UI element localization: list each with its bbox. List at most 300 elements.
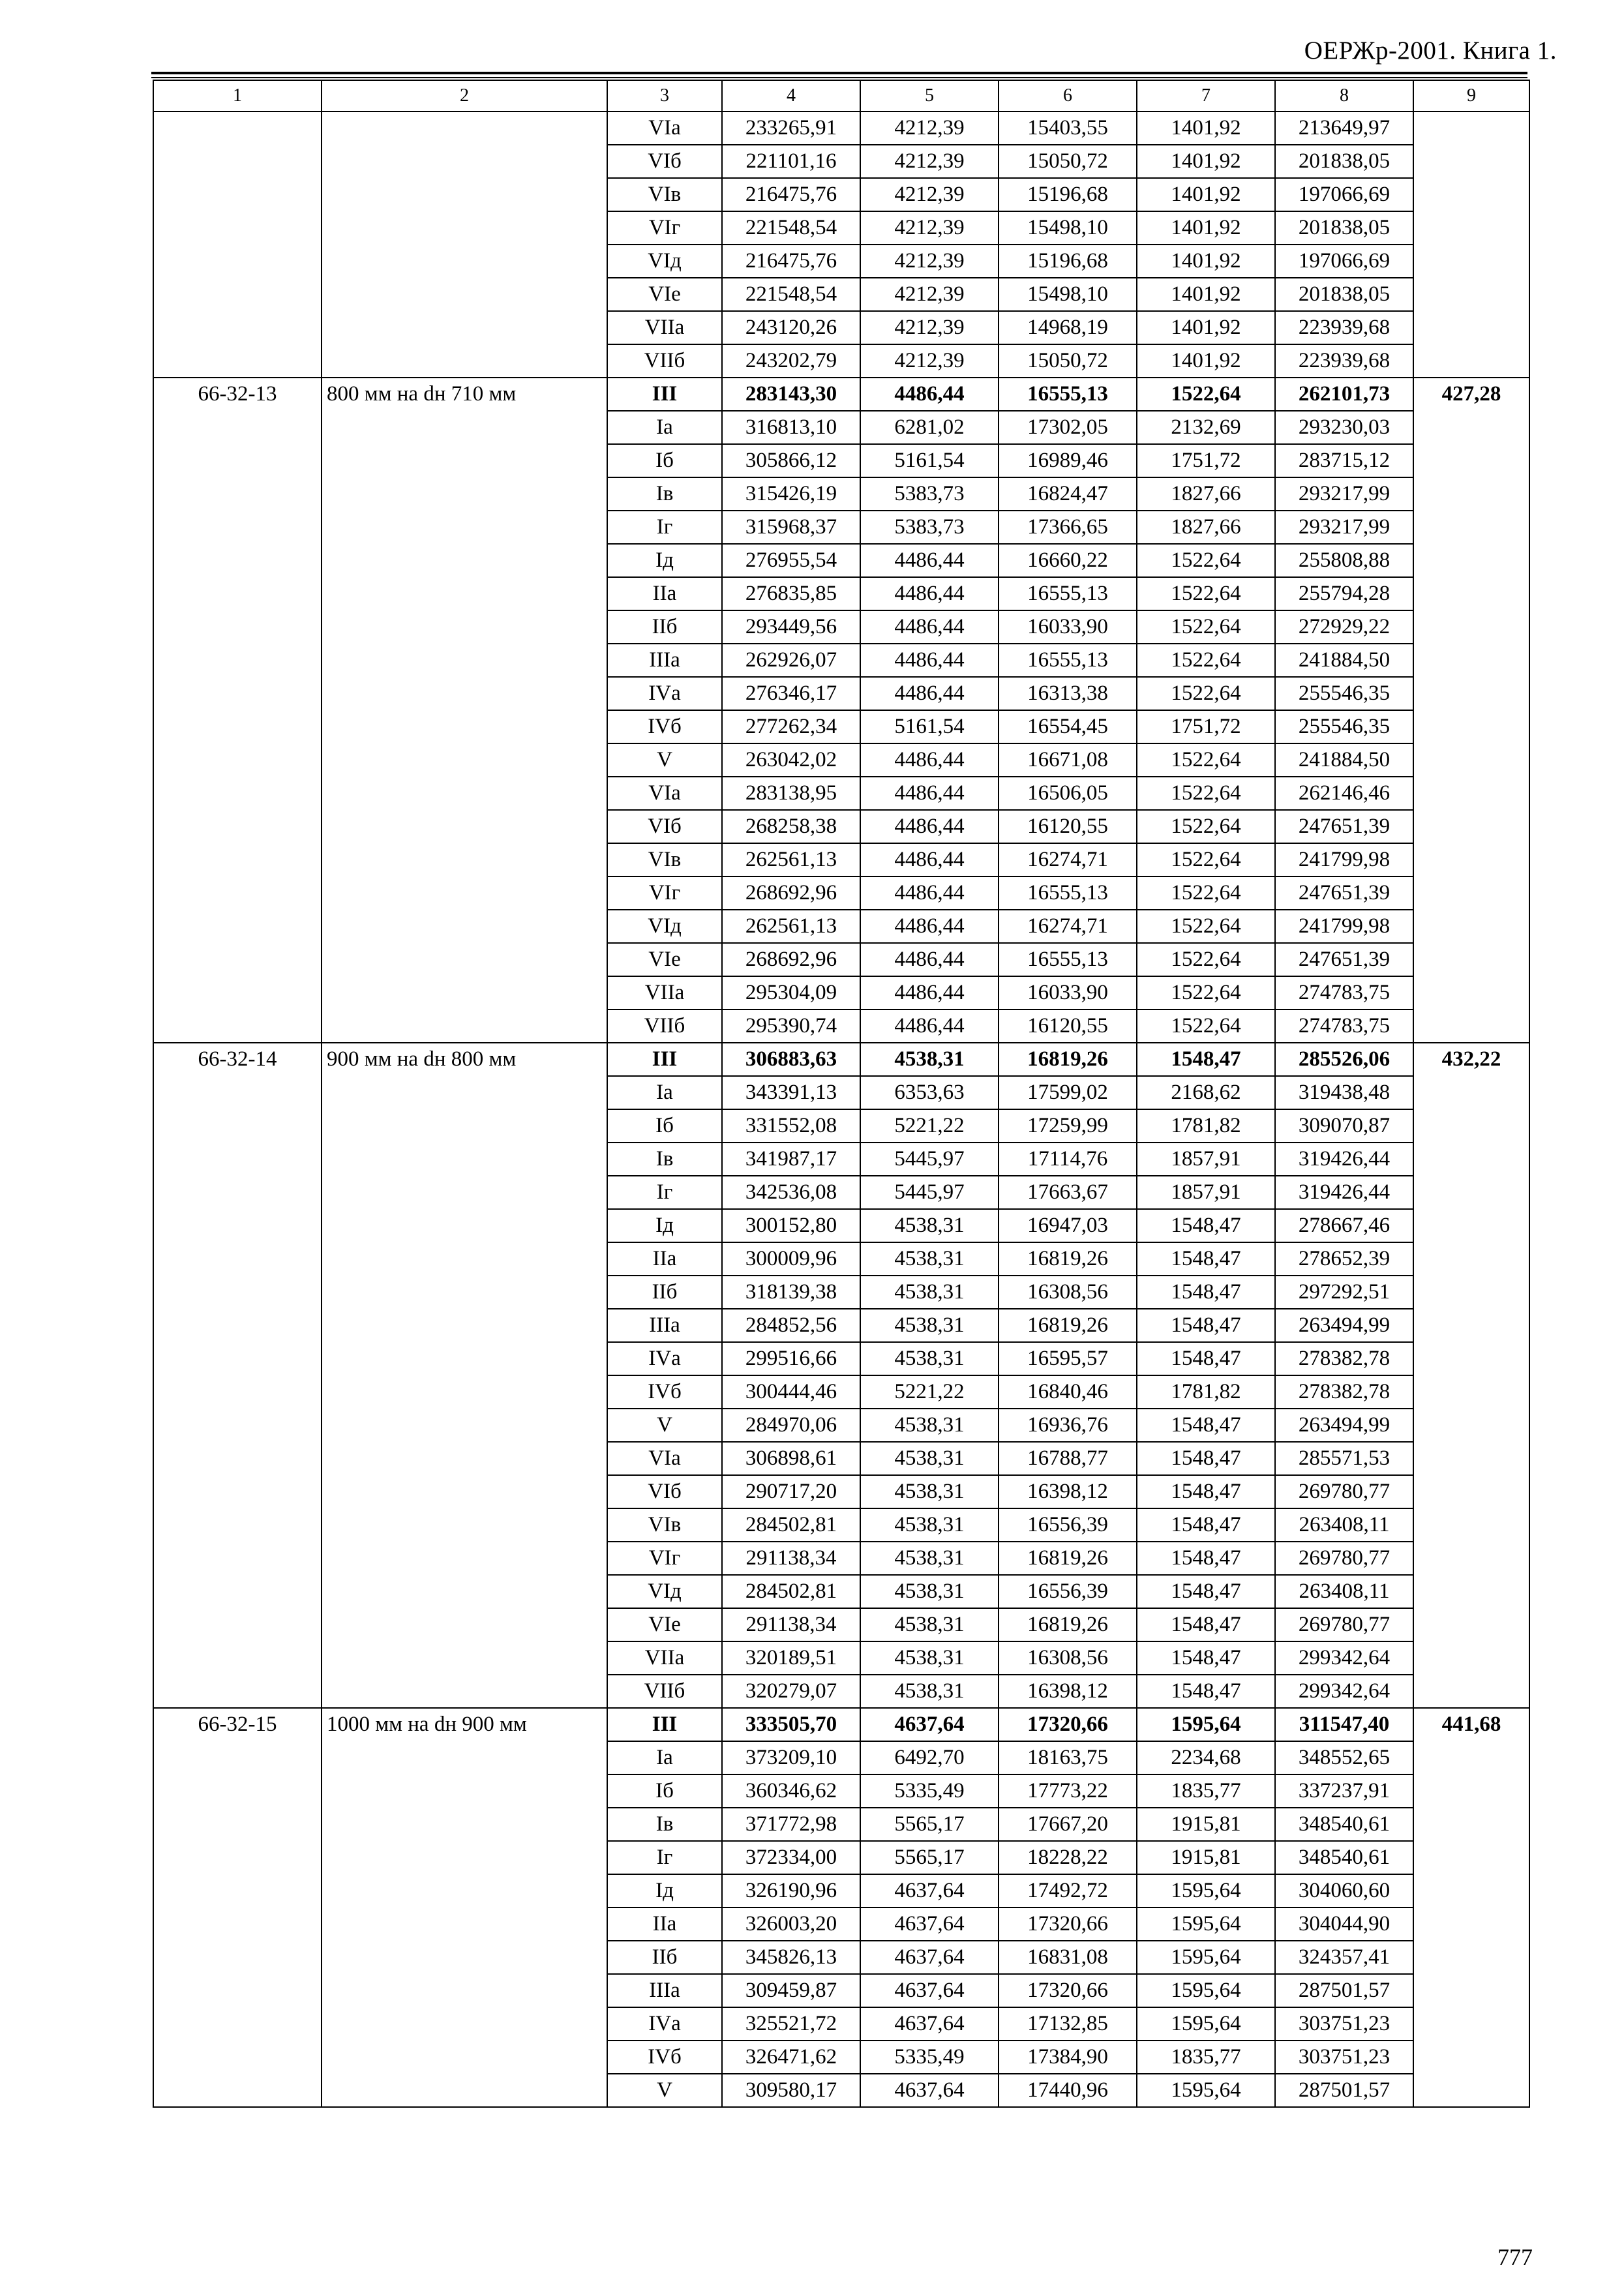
zone-code-cell: VIIб (607, 1010, 722, 1043)
price-cell: 372334,00 (722, 1841, 860, 1874)
price-cell: 5565,17 (860, 1808, 999, 1841)
price-cell: 306883,63 (722, 1043, 860, 1076)
price-cell: 16831,08 (999, 1941, 1137, 1974)
price-cell: 2234,68 (1137, 1741, 1275, 1774)
price-cell: 4486,44 (860, 810, 999, 843)
price-cell: 241799,98 (1275, 843, 1413, 876)
price-cell: 5383,73 (860, 477, 999, 511)
column-header: 6 (999, 80, 1137, 112)
price-cell: 1595,64 (1137, 1708, 1275, 1741)
price-cell: 360346,62 (722, 1774, 860, 1808)
price-cell: 4486,44 (860, 1010, 999, 1043)
price-cell: 15498,10 (999, 278, 1137, 311)
price-cell: 223939,68 (1275, 311, 1413, 344)
price-cell: 4538,31 (860, 1442, 999, 1475)
price-cell: 287501,57 (1275, 2074, 1413, 2107)
price-cell: 299516,66 (722, 1342, 860, 1375)
price-cell: 1915,81 (1137, 1841, 1275, 1874)
price-cell: 319426,44 (1275, 1176, 1413, 1209)
price-cell: 291138,34 (722, 1608, 860, 1641)
price-cell: 1522,64 (1137, 677, 1275, 710)
price-cell: 348552,65 (1275, 1741, 1413, 1774)
price-cell: 1401,92 (1137, 311, 1275, 344)
column-header: 2 (322, 80, 607, 112)
zone-code-cell: VIIа (607, 311, 722, 344)
zone-code-cell: IVб (607, 2041, 722, 2074)
price-cell: 326471,62 (722, 2041, 860, 2074)
price-cell: 16989,46 (999, 444, 1137, 477)
column-9-value: 427,28 (1413, 378, 1529, 1043)
price-cell: 4486,44 (860, 577, 999, 610)
zone-code-cell: VIг (607, 1542, 722, 1575)
price-cell: 1522,64 (1137, 976, 1275, 1010)
price-cell: 16555,13 (999, 644, 1137, 677)
price-cell: 18163,75 (999, 1741, 1137, 1774)
price-cell: 287501,57 (1275, 1974, 1413, 2007)
zone-code-cell: Iб (607, 444, 722, 477)
price-cell: 16554,45 (999, 710, 1137, 743)
price-cell: 262561,13 (722, 843, 860, 876)
price-cell: 263494,99 (1275, 1309, 1413, 1342)
price-cell: 247651,39 (1275, 876, 1413, 910)
zone-code-cell: Iг (607, 1176, 722, 1209)
zone-code-cell: VIIб (607, 1675, 722, 1708)
price-cell: 348540,61 (1275, 1808, 1413, 1841)
zone-code-cell: IIб (607, 1941, 722, 1974)
price-cell: 5161,54 (860, 710, 999, 743)
price-cell: 1827,66 (1137, 511, 1275, 544)
price-cell: 269780,77 (1275, 1475, 1413, 1508)
price-cell: 4538,31 (860, 1508, 999, 1542)
price-cell: 216475,76 (722, 178, 860, 211)
column-header: 5 (860, 80, 999, 112)
price-cell: 262926,07 (722, 644, 860, 677)
price-cell: 325521,72 (722, 2007, 860, 2041)
item-code: 66-32-13 (153, 378, 322, 1043)
price-cell: 293217,99 (1275, 477, 1413, 511)
price-cell: 4538,31 (860, 1608, 999, 1641)
price-cell: 299342,64 (1275, 1675, 1413, 1708)
price-cell: 295304,09 (722, 976, 860, 1010)
price-cell: 16671,08 (999, 743, 1137, 777)
zone-code-cell: VIе (607, 1608, 722, 1641)
zone-code-cell: IIа (607, 1908, 722, 1941)
price-cell: 1857,91 (1137, 1176, 1275, 1209)
price-cell: 274783,75 (1275, 976, 1413, 1010)
price-cell: 1595,64 (1137, 1874, 1275, 1908)
price-cell: 16840,46 (999, 1375, 1137, 1409)
price-cell: 300152,80 (722, 1209, 860, 1242)
price-cell: 1548,47 (1137, 1575, 1275, 1608)
price-cell: 16555,13 (999, 876, 1137, 910)
price-cell: 4538,31 (860, 1309, 999, 1342)
price-cell: 221548,54 (722, 278, 860, 311)
price-cell: 1522,64 (1137, 644, 1275, 677)
price-cell: 233265,91 (722, 112, 860, 145)
zone-code-cell: VIд (607, 245, 722, 278)
price-cell: 255546,35 (1275, 677, 1413, 710)
zone-code-cell: VIд (607, 1575, 722, 1608)
price-cell: 16824,47 (999, 477, 1137, 511)
price-cell: 4538,31 (860, 1409, 999, 1442)
price-cell: 16555,13 (999, 577, 1137, 610)
zone-code-cell: Iа (607, 1741, 722, 1774)
price-cell: 4538,31 (860, 1542, 999, 1575)
price-cell: 277262,34 (722, 710, 860, 743)
price-cell: 4212,39 (860, 311, 999, 344)
price-cell: 247651,39 (1275, 810, 1413, 843)
zone-code-cell: VIб (607, 145, 722, 178)
price-cell: 5445,97 (860, 1176, 999, 1209)
price-cell: 16819,26 (999, 1309, 1137, 1342)
price-cell: 4212,39 (860, 178, 999, 211)
document-header: ОЕРЖр-2001. Книга 1. (1304, 37, 1557, 65)
column-header: 7 (1137, 80, 1275, 112)
price-cell: 283138,95 (722, 777, 860, 810)
table-body (153, 112, 1529, 2107)
price-cell: 15498,10 (999, 211, 1137, 245)
price-cell: 343391,13 (722, 1076, 860, 1109)
price-cell: 17663,67 (999, 1176, 1137, 1209)
price-cell: 283143,30 (722, 378, 860, 411)
price-cell: 315426,19 (722, 477, 860, 511)
price-cell: 295390,74 (722, 1010, 860, 1043)
price-cell: 16595,57 (999, 1342, 1137, 1375)
price-cell: 16274,71 (999, 843, 1137, 876)
price-cell: 4212,39 (860, 112, 999, 145)
price-cell: 1401,92 (1137, 344, 1275, 378)
price-cell: 293230,03 (1275, 411, 1413, 444)
price-cell: 16556,39 (999, 1508, 1137, 1542)
price-cell: 5565,17 (860, 1841, 999, 1874)
price-cell: 4212,39 (860, 145, 999, 178)
zone-code-cell: VIг (607, 211, 722, 245)
price-cell: 16398,12 (999, 1675, 1137, 1708)
price-cell: 299342,64 (1275, 1641, 1413, 1675)
price-cell: 274783,75 (1275, 1010, 1413, 1043)
price-cell: 4538,31 (860, 1675, 999, 1708)
price-cell: 5221,22 (860, 1375, 999, 1409)
price-cell: 326003,20 (722, 1908, 860, 1941)
price-cell: 1915,81 (1137, 1808, 1275, 1841)
column-header: 4 (722, 80, 860, 112)
price-cell: 337237,91 (1275, 1774, 1413, 1808)
zone-code-cell: Iд (607, 544, 722, 577)
header-rule-thick (151, 72, 1527, 74)
zone-code-cell: VIа (607, 112, 722, 145)
price-cell: 4486,44 (860, 843, 999, 876)
zone-code-cell: Iг (607, 511, 722, 544)
price-cell: 17599,02 (999, 1076, 1137, 1109)
price-cell: 1548,47 (1137, 1342, 1275, 1375)
price-cell: 4637,64 (860, 1941, 999, 1974)
price-table (153, 80, 1530, 2108)
price-cell: 1595,64 (1137, 2074, 1275, 2107)
price-cell: 17302,05 (999, 411, 1137, 444)
zone-code-cell: VIа (607, 777, 722, 810)
price-cell: 16819,26 (999, 1043, 1137, 1076)
price-cell: 276955,54 (722, 544, 860, 577)
price-cell: 268692,96 (722, 876, 860, 910)
price-cell: 16120,55 (999, 1010, 1137, 1043)
header-rule-thin (151, 77, 1527, 78)
item-code: 66-32-14 (153, 1043, 322, 1708)
price-cell: 18228,22 (999, 1841, 1137, 1874)
price-cell: 1522,64 (1137, 843, 1275, 876)
column-header: 1 (153, 80, 322, 112)
price-cell: 16555,13 (999, 378, 1137, 411)
price-cell: 1548,47 (1137, 1442, 1275, 1475)
price-cell: 284970,06 (722, 1409, 860, 1442)
zone-code-cell: Iв (607, 477, 722, 511)
price-cell: 216475,76 (722, 245, 860, 278)
price-cell: 16033,90 (999, 610, 1137, 644)
price-cell: 201838,05 (1275, 278, 1413, 311)
zone-code-cell: Iа (607, 411, 722, 444)
item-name: 800 мм на dн 710 мм (322, 378, 607, 1043)
price-cell: 16556,39 (999, 1575, 1137, 1608)
price-cell: 284502,81 (722, 1575, 860, 1608)
price-cell: 4538,31 (860, 1276, 999, 1309)
table-row (153, 1043, 1529, 1076)
zone-code-cell: Iб (607, 1109, 722, 1143)
price-cell: 262561,13 (722, 910, 860, 943)
price-cell: 293449,56 (722, 610, 860, 644)
price-cell: 331552,08 (722, 1109, 860, 1143)
zone-code-cell: IVа (607, 1342, 722, 1375)
zone-code-cell: VIд (607, 910, 722, 943)
price-cell: 1548,47 (1137, 1409, 1275, 1442)
price-cell: 342536,08 (722, 1176, 860, 1209)
price-cell: 213649,97 (1275, 112, 1413, 145)
price-cell: 319426,44 (1275, 1143, 1413, 1176)
price-cell: 1835,77 (1137, 2041, 1275, 2074)
price-cell: 315968,37 (722, 511, 860, 544)
price-cell: 1548,47 (1137, 1276, 1275, 1309)
price-cell: 309459,87 (722, 1974, 860, 2007)
price-cell: 255546,35 (1275, 710, 1413, 743)
price-cell: 221101,16 (722, 145, 860, 178)
price-cell: 4538,31 (860, 1209, 999, 1242)
price-cell: 17384,90 (999, 2041, 1137, 2074)
price-cell: 263408,11 (1275, 1508, 1413, 1542)
price-cell: 306898,61 (722, 1442, 860, 1475)
price-cell: 319438,48 (1275, 1076, 1413, 1109)
price-cell: 263042,02 (722, 743, 860, 777)
price-cell: 320189,51 (722, 1641, 860, 1675)
price-cell: 333505,70 (722, 1708, 860, 1741)
price-cell: 371772,98 (722, 1808, 860, 1841)
price-cell: 262146,46 (1275, 777, 1413, 810)
price-cell: 303751,23 (1275, 2007, 1413, 2041)
price-cell: 16819,26 (999, 1608, 1137, 1641)
price-cell: 4486,44 (860, 910, 999, 943)
price-cell: 221548,54 (722, 211, 860, 245)
price-cell: 4486,44 (860, 544, 999, 577)
price-cell: 4637,64 (860, 1874, 999, 1908)
price-cell: 1548,47 (1137, 1475, 1275, 1508)
zone-code-cell: Iд (607, 1209, 722, 1242)
price-cell: 268692,96 (722, 943, 860, 976)
zone-code-cell: Iд (607, 1874, 722, 1908)
zone-code-cell: III (607, 378, 722, 411)
price-cell: 1522,64 (1137, 1010, 1275, 1043)
zone-code-cell: IVб (607, 1375, 722, 1409)
price-cell: 278667,46 (1275, 1209, 1413, 1242)
price-cell: 16936,76 (999, 1409, 1137, 1442)
price-cell: 16033,90 (999, 976, 1137, 1010)
zone-code-cell: IIа (607, 1242, 722, 1276)
price-cell: 263408,11 (1275, 1575, 1413, 1608)
zone-code-cell: IVа (607, 2007, 722, 2041)
zone-code-cell: IVб (607, 710, 722, 743)
price-cell: 324357,41 (1275, 1941, 1413, 1974)
zone-code-cell: III (607, 1043, 722, 1076)
price-cell: 4212,39 (860, 245, 999, 278)
price-cell: 316813,10 (722, 411, 860, 444)
price-cell: 241884,50 (1275, 644, 1413, 677)
price-cell: 17320,66 (999, 1974, 1137, 2007)
price-cell: 1401,92 (1137, 278, 1275, 311)
price-cell: 4538,31 (860, 1043, 999, 1076)
price-cell: 303751,23 (1275, 2041, 1413, 2074)
price-cell: 278652,39 (1275, 1242, 1413, 1276)
price-cell: 16819,26 (999, 1242, 1137, 1276)
price-cell: 16120,55 (999, 810, 1137, 843)
price-cell: 311547,40 (1275, 1708, 1413, 1741)
price-cell: 297292,51 (1275, 1276, 1413, 1309)
price-cell: 268258,38 (722, 810, 860, 843)
price-cell: 17492,72 (999, 1874, 1137, 1908)
zone-code-cell: IIIа (607, 1309, 722, 1342)
price-cell: 15050,72 (999, 344, 1137, 378)
price-cell: 1548,47 (1137, 1242, 1275, 1276)
price-cell: 1401,92 (1137, 112, 1275, 145)
price-cell: 14968,19 (999, 311, 1137, 344)
price-cell: 16308,56 (999, 1641, 1137, 1675)
price-cell: 223939,68 (1275, 344, 1413, 378)
price-cell: 1548,47 (1137, 1309, 1275, 1342)
price-cell: 197066,69 (1275, 245, 1413, 278)
price-cell: 1522,64 (1137, 378, 1275, 411)
price-cell: 243120,26 (722, 311, 860, 344)
price-cell: 1522,64 (1137, 810, 1275, 843)
price-cell: 4212,39 (860, 344, 999, 378)
price-cell: 320279,07 (722, 1675, 860, 1708)
item-name (322, 112, 607, 378)
price-cell: 4486,44 (860, 943, 999, 976)
price-cell: 4538,31 (860, 1242, 999, 1276)
price-cell: 5335,49 (860, 1774, 999, 1808)
price-cell: 16788,77 (999, 1442, 1137, 1475)
price-cell: 305866,12 (722, 444, 860, 477)
price-cell: 16660,22 (999, 544, 1137, 577)
price-cell: 309580,17 (722, 2074, 860, 2107)
price-cell: 1522,64 (1137, 610, 1275, 644)
price-cell: 1548,47 (1137, 1675, 1275, 1708)
zone-code-cell: VIIа (607, 1641, 722, 1675)
price-cell: 1522,64 (1137, 577, 1275, 610)
price-cell: 293217,99 (1275, 511, 1413, 544)
price-cell: 255808,88 (1275, 544, 1413, 577)
price-cell: 1522,64 (1137, 943, 1275, 976)
price-cell: 4486,44 (860, 677, 999, 710)
column-9-value (1413, 112, 1529, 378)
price-cell: 6281,02 (860, 411, 999, 444)
zone-code-cell: V (607, 743, 722, 777)
price-cell: 16819,26 (999, 1542, 1137, 1575)
price-cell: 247651,39 (1275, 943, 1413, 976)
price-cell: 1548,47 (1137, 1043, 1275, 1076)
price-cell: 4486,44 (860, 976, 999, 1010)
price-cell: 4637,64 (860, 1708, 999, 1741)
price-cell: 241799,98 (1275, 910, 1413, 943)
price-cell: 269780,77 (1275, 1608, 1413, 1641)
price-cell: 17366,65 (999, 511, 1137, 544)
item-name: 1000 мм на dн 900 мм (322, 1708, 607, 2107)
zone-code-cell: IIа (607, 577, 722, 610)
page-number: 777 (1497, 2244, 1533, 2270)
price-cell: 284502,81 (722, 1508, 860, 1542)
column-9-value: 441,68 (1413, 1708, 1529, 2107)
price-cell: 300444,46 (722, 1375, 860, 1409)
price-cell: 345826,13 (722, 1941, 860, 1974)
price-cell: 300009,96 (722, 1242, 860, 1276)
item-code (153, 112, 322, 378)
column-header: 8 (1275, 80, 1413, 112)
price-cell: 4486,44 (860, 610, 999, 644)
price-cell: 1548,47 (1137, 1641, 1275, 1675)
price-cell: 373209,10 (722, 1741, 860, 1774)
zone-code-cell: IIб (607, 1276, 722, 1309)
price-cell: 4538,31 (860, 1575, 999, 1608)
price-cell: 17320,66 (999, 1708, 1137, 1741)
price-cell: 16555,13 (999, 943, 1137, 976)
zone-code-cell: VIв (607, 1508, 722, 1542)
price-cell: 5161,54 (860, 444, 999, 477)
zone-code-cell: IIб (607, 610, 722, 644)
price-cell: 16398,12 (999, 1475, 1137, 1508)
price-cell: 17259,99 (999, 1109, 1137, 1143)
price-cell: 17667,20 (999, 1808, 1137, 1841)
price-cell: 318139,38 (722, 1276, 860, 1309)
zone-code-cell: VIв (607, 843, 722, 876)
price-cell: 201838,05 (1275, 211, 1413, 245)
price-cell: 309070,87 (1275, 1109, 1413, 1143)
price-cell: 17440,96 (999, 2074, 1137, 2107)
price-cell: 1522,64 (1137, 876, 1275, 910)
price-cell: 1522,64 (1137, 743, 1275, 777)
price-cell: 16947,03 (999, 1209, 1137, 1242)
price-cell: 1595,64 (1137, 1974, 1275, 2007)
zone-code-cell: VIIа (607, 976, 722, 1010)
table-row (153, 1708, 1529, 1741)
price-cell: 17114,76 (999, 1143, 1137, 1176)
price-cell: 4538,31 (860, 1342, 999, 1375)
price-cell: 5445,97 (860, 1143, 999, 1176)
price-cell: 4637,64 (860, 2074, 999, 2107)
price-cell: 6353,63 (860, 1076, 999, 1109)
price-cell: 16308,56 (999, 1276, 1137, 1309)
price-cell: 16506,05 (999, 777, 1137, 810)
zone-code-cell: VIг (607, 876, 722, 910)
price-cell: 5221,22 (860, 1109, 999, 1143)
price-cell: 1522,64 (1137, 910, 1275, 943)
column-header: 3 (607, 80, 722, 112)
price-cell: 4486,44 (860, 644, 999, 677)
zone-code-cell: VIIб (607, 344, 722, 378)
zone-code-cell: VIе (607, 278, 722, 311)
